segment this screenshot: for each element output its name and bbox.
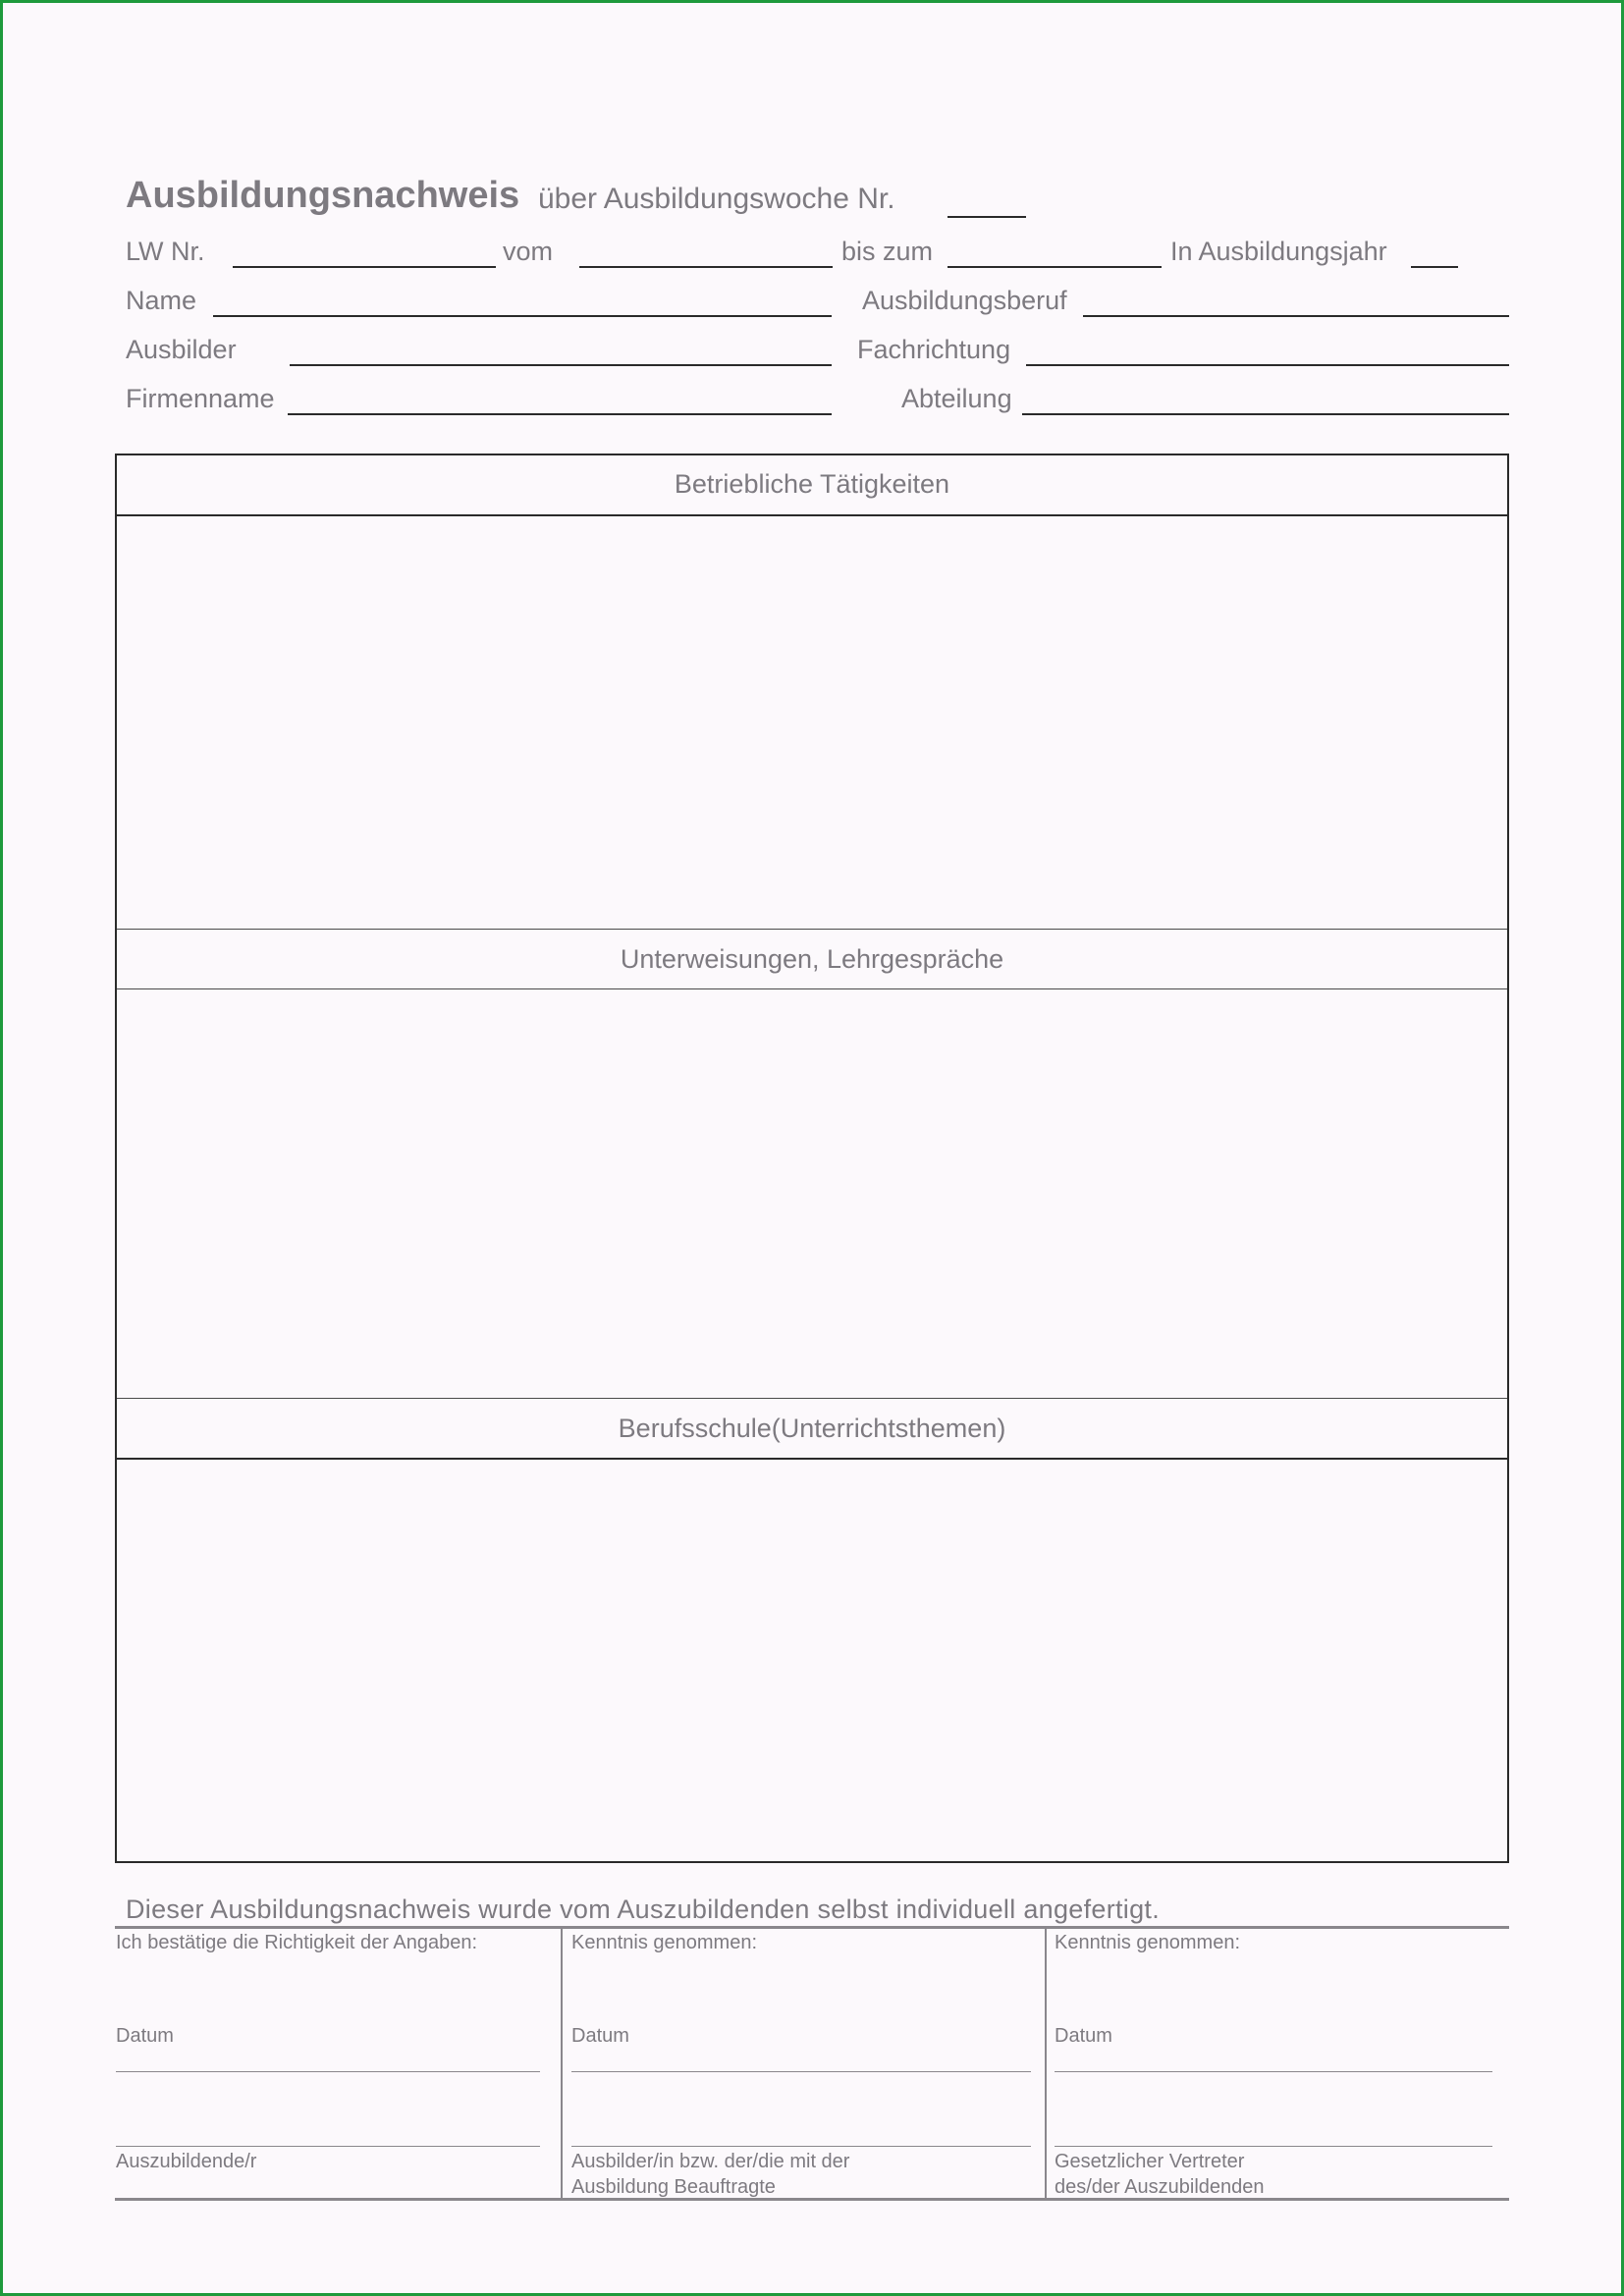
name-label: Name (126, 286, 197, 315)
firmenname-field[interactable] (288, 413, 832, 415)
bis-zum-label: bis zum (841, 237, 934, 266)
ausbildungsjahr-field[interactable] (1411, 266, 1458, 268)
betriebliche-content-area[interactable] (117, 516, 1507, 989)
ausbilder-field[interactable] (290, 364, 832, 366)
signature-line[interactable] (1055, 2146, 1492, 2147)
signature-line[interactable] (116, 2146, 540, 2147)
divider (117, 1398, 1507, 1399)
section-header-berufsschule: Berufsschule(Unterrichtsthemen) (618, 1414, 1006, 1443)
datum-label: Datum (1055, 2025, 1112, 2047)
ausbilder-label: Ausbilder (126, 335, 237, 364)
vom-field[interactable] (579, 266, 833, 268)
document-title: Ausbildungsnachweis (126, 175, 520, 216)
signature-bottom-rule (115, 2198, 1509, 2201)
datum-label: Datum (571, 2025, 629, 2047)
section-header-betriebliche: Betriebliche Tätigkeiten (674, 469, 950, 499)
signature-top-rule (115, 1926, 1509, 1929)
vertreter-role-label-2: des/der Auszubildenden (1055, 2176, 1265, 2198)
firmenname-label: Firmenname (126, 384, 275, 413)
divider (117, 1458, 1507, 1460)
section-header-unterweisungen: Unterweisungen, Lehrgespräche (620, 944, 1004, 974)
datum-signature-line[interactable] (116, 2071, 540, 2072)
kenntnis-heading: Kenntnis genommen: (1055, 1932, 1241, 1953)
unterweisungen-content-area[interactable] (117, 990, 1507, 1397)
lw-nr-label: LW Nr. (126, 237, 205, 266)
confirm-heading: Ich bestätige die Richtigkeit der Angaben: (116, 1932, 478, 1953)
bis-zum-field[interactable] (947, 266, 1162, 268)
ausbildungsjahr-label: In Ausbildungsjahr (1170, 237, 1387, 266)
signature-column-divider (1045, 1929, 1047, 2200)
signature-column-divider (561, 1929, 563, 2200)
lw-nr-field[interactable] (233, 266, 496, 268)
berufsschule-content-area[interactable] (117, 1461, 1507, 1861)
auszubildende-label: Auszubildende/r (116, 2151, 257, 2172)
ausbildungsberuf-label: Ausbildungsberuf (862, 286, 1067, 315)
ausbilder-role-label-2: Ausbildung Beauftragte (571, 2176, 776, 2198)
kenntnis-heading: Kenntnis genommen: (571, 1932, 758, 1953)
datum-label: Datum (116, 2025, 174, 2047)
abteilung-label: Abteilung (901, 384, 1012, 413)
datum-signature-line[interactable] (1055, 2071, 1492, 2072)
fachrichtung-field[interactable] (1026, 364, 1509, 366)
signature-line[interactable] (571, 2146, 1031, 2147)
report-table (115, 454, 1509, 1863)
fachrichtung-label: Fachrichtung (857, 335, 1011, 364)
abteilung-field[interactable] (1022, 413, 1509, 415)
name-field[interactable] (213, 315, 832, 317)
ausbilder-role-label: Ausbilder/in bzw. der/die mit der (571, 2151, 850, 2172)
vom-label: vom (503, 237, 554, 266)
divider (117, 929, 1507, 930)
divider (117, 988, 1507, 989)
vertreter-role-label: Gesetzlicher Vertreter (1055, 2151, 1245, 2172)
document-subtitle: über Ausbildungswoche Nr. (538, 183, 895, 215)
notice-text: Dieser Ausbildungsnachweis wurde vom Auszubildenden selbst individuell angefertigt. (126, 1895, 1161, 1924)
datum-signature-line[interactable] (571, 2071, 1031, 2072)
week-number-field[interactable] (947, 216, 1026, 218)
ausbildungsberuf-field[interactable] (1083, 315, 1509, 317)
